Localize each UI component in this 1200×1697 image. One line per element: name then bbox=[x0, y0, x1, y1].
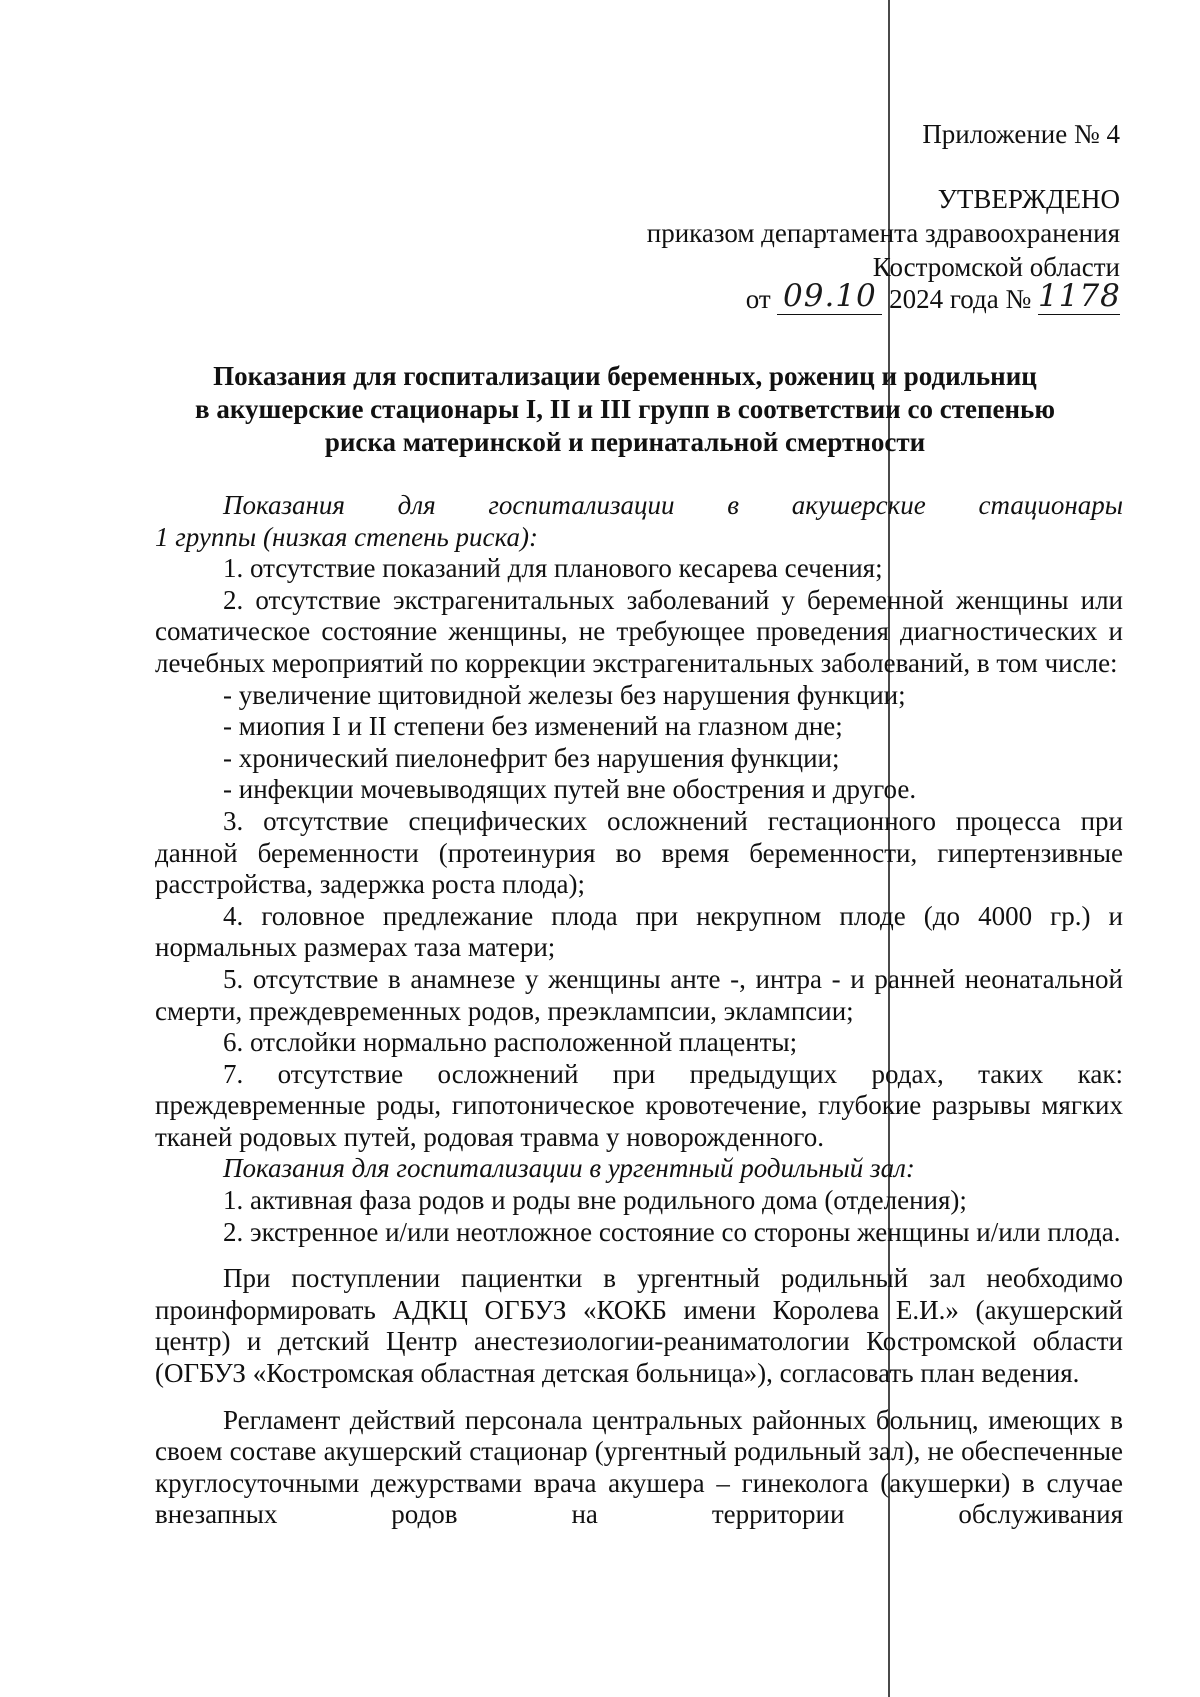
order-date-number-line bbox=[745, 278, 1121, 315]
title-line-1: Показания для госпитализации беременных, рожениц и родильниц bbox=[213, 361, 1037, 391]
dash-item-2: - миопия I и II степени без изменений на глазном дне; bbox=[223, 711, 843, 742]
urgent-item-1: 1. активная фаза родов и роды вне родильного дома (отделения); bbox=[223, 1185, 967, 1216]
order-line-1: приказом департамента здравоохранения bbox=[646, 218, 1120, 248]
title-line-2: в акушерские стационары I, II и III групп в соответствии со степенью bbox=[195, 394, 1055, 424]
order-line-2: Костромской области bbox=[872, 252, 1120, 282]
dash-item-4: - инфекции мочевыводящих путей вне обострения и другое. bbox=[223, 774, 917, 805]
indication-item-4: 4. головное предлежание плода при некрупном плоде (до 4000 гр.) и нормальных размерах таза матери; bbox=[155, 900, 1123, 963]
regulation-paragraph: Регламент действий персонала центральных районных больниц, имеющих в своем составе акушерский стационар (ургентный родильный зал), не обеспеченные круглосуточными дежурствами врача акушера – гинеколога (акушерки) в случае внезапных родов на территории обслуживания bbox=[155, 1404, 1123, 1530]
dash-item-1: - увеличение щитовидной железы без нарушения функции; bbox=[223, 679, 906, 710]
group1-heading: Показания для госпитализации в акушерские стационары bbox=[223, 490, 1123, 520]
indication-item-7: 7. отсутствие осложнений при предыдущих родах, таких как: преждевременные роды, гипотоническое кровотечение, глубокие разрывы мягких тканей родовых путей, родовая травма у новорожденного. bbox=[155, 1058, 1123, 1152]
date-field bbox=[777, 278, 882, 315]
approved-stamp-text: УТВЕРЖДЕНО bbox=[937, 184, 1120, 214]
indication-item-1: 1. отсутствие показаний для планового кесарева сечения; bbox=[223, 553, 883, 584]
handwritten-date: 09.10 bbox=[783, 278, 877, 314]
number-field bbox=[1038, 278, 1121, 315]
date-prefix: от bbox=[745, 284, 771, 314]
indication-item-5: 5. отсутствие в анамнезе у женщины анте -, интра - и ранней неонатальной смерти, преждевременных родов, преэклампсии, эклампсии; bbox=[155, 963, 1123, 1026]
title-line-3: риска материнской и перинатальной смертности bbox=[324, 427, 926, 457]
year-text: 2024 года № bbox=[889, 284, 1032, 314]
indication-item-6: 6. отслойки нормально расположенной плаценты; bbox=[223, 1027, 798, 1058]
indication-item-2: 2. отсутствие экстрагенитальных заболеваний у беременной женщины или соматическое состояние женщины, не требующее проведения диагностических и лечебных мероприятий по коррекции экстрагенитальных заболеваний, в том числе: bbox=[155, 584, 1123, 678]
urgent-hall-heading: Показания для госпитализации в ургентный родильный зал: bbox=[223, 1153, 915, 1184]
document-body bbox=[155, 490, 1123, 1531]
dash-item-3: - хронический пиелонефрит без нарушения функции; bbox=[223, 742, 840, 773]
urgent-item-2: 2. экстренное и/или неотложное состояние со стороны женщины и/или плода. bbox=[223, 1216, 1121, 1247]
group1-heading-cont: 1 группы (низкая степень риска): bbox=[155, 521, 538, 552]
admission-paragraph: При поступлении пациентки в ургентный родильный зал необходимо проинформировать АДКЦ ОГБУЗ «КОКБ имени Королева Е.И.» (акушерский центр) и детский Центр анестезиологии-реаниматологии Костромской области (ОГБУЗ «Костромская областная детская больница»), согласовать план ведения. bbox=[155, 1263, 1123, 1389]
document-title bbox=[140, 360, 1110, 459]
handwritten-order-number: 1178 bbox=[1038, 278, 1121, 314]
appendix-label: Приложение № 4 bbox=[922, 119, 1120, 149]
indication-item-3: 3. отсутствие специфических осложнений гестационного процесса при данной беременности (протеинурия во время беременности, гипертензивные расстройства, задержка роста плода); bbox=[155, 805, 1123, 900]
